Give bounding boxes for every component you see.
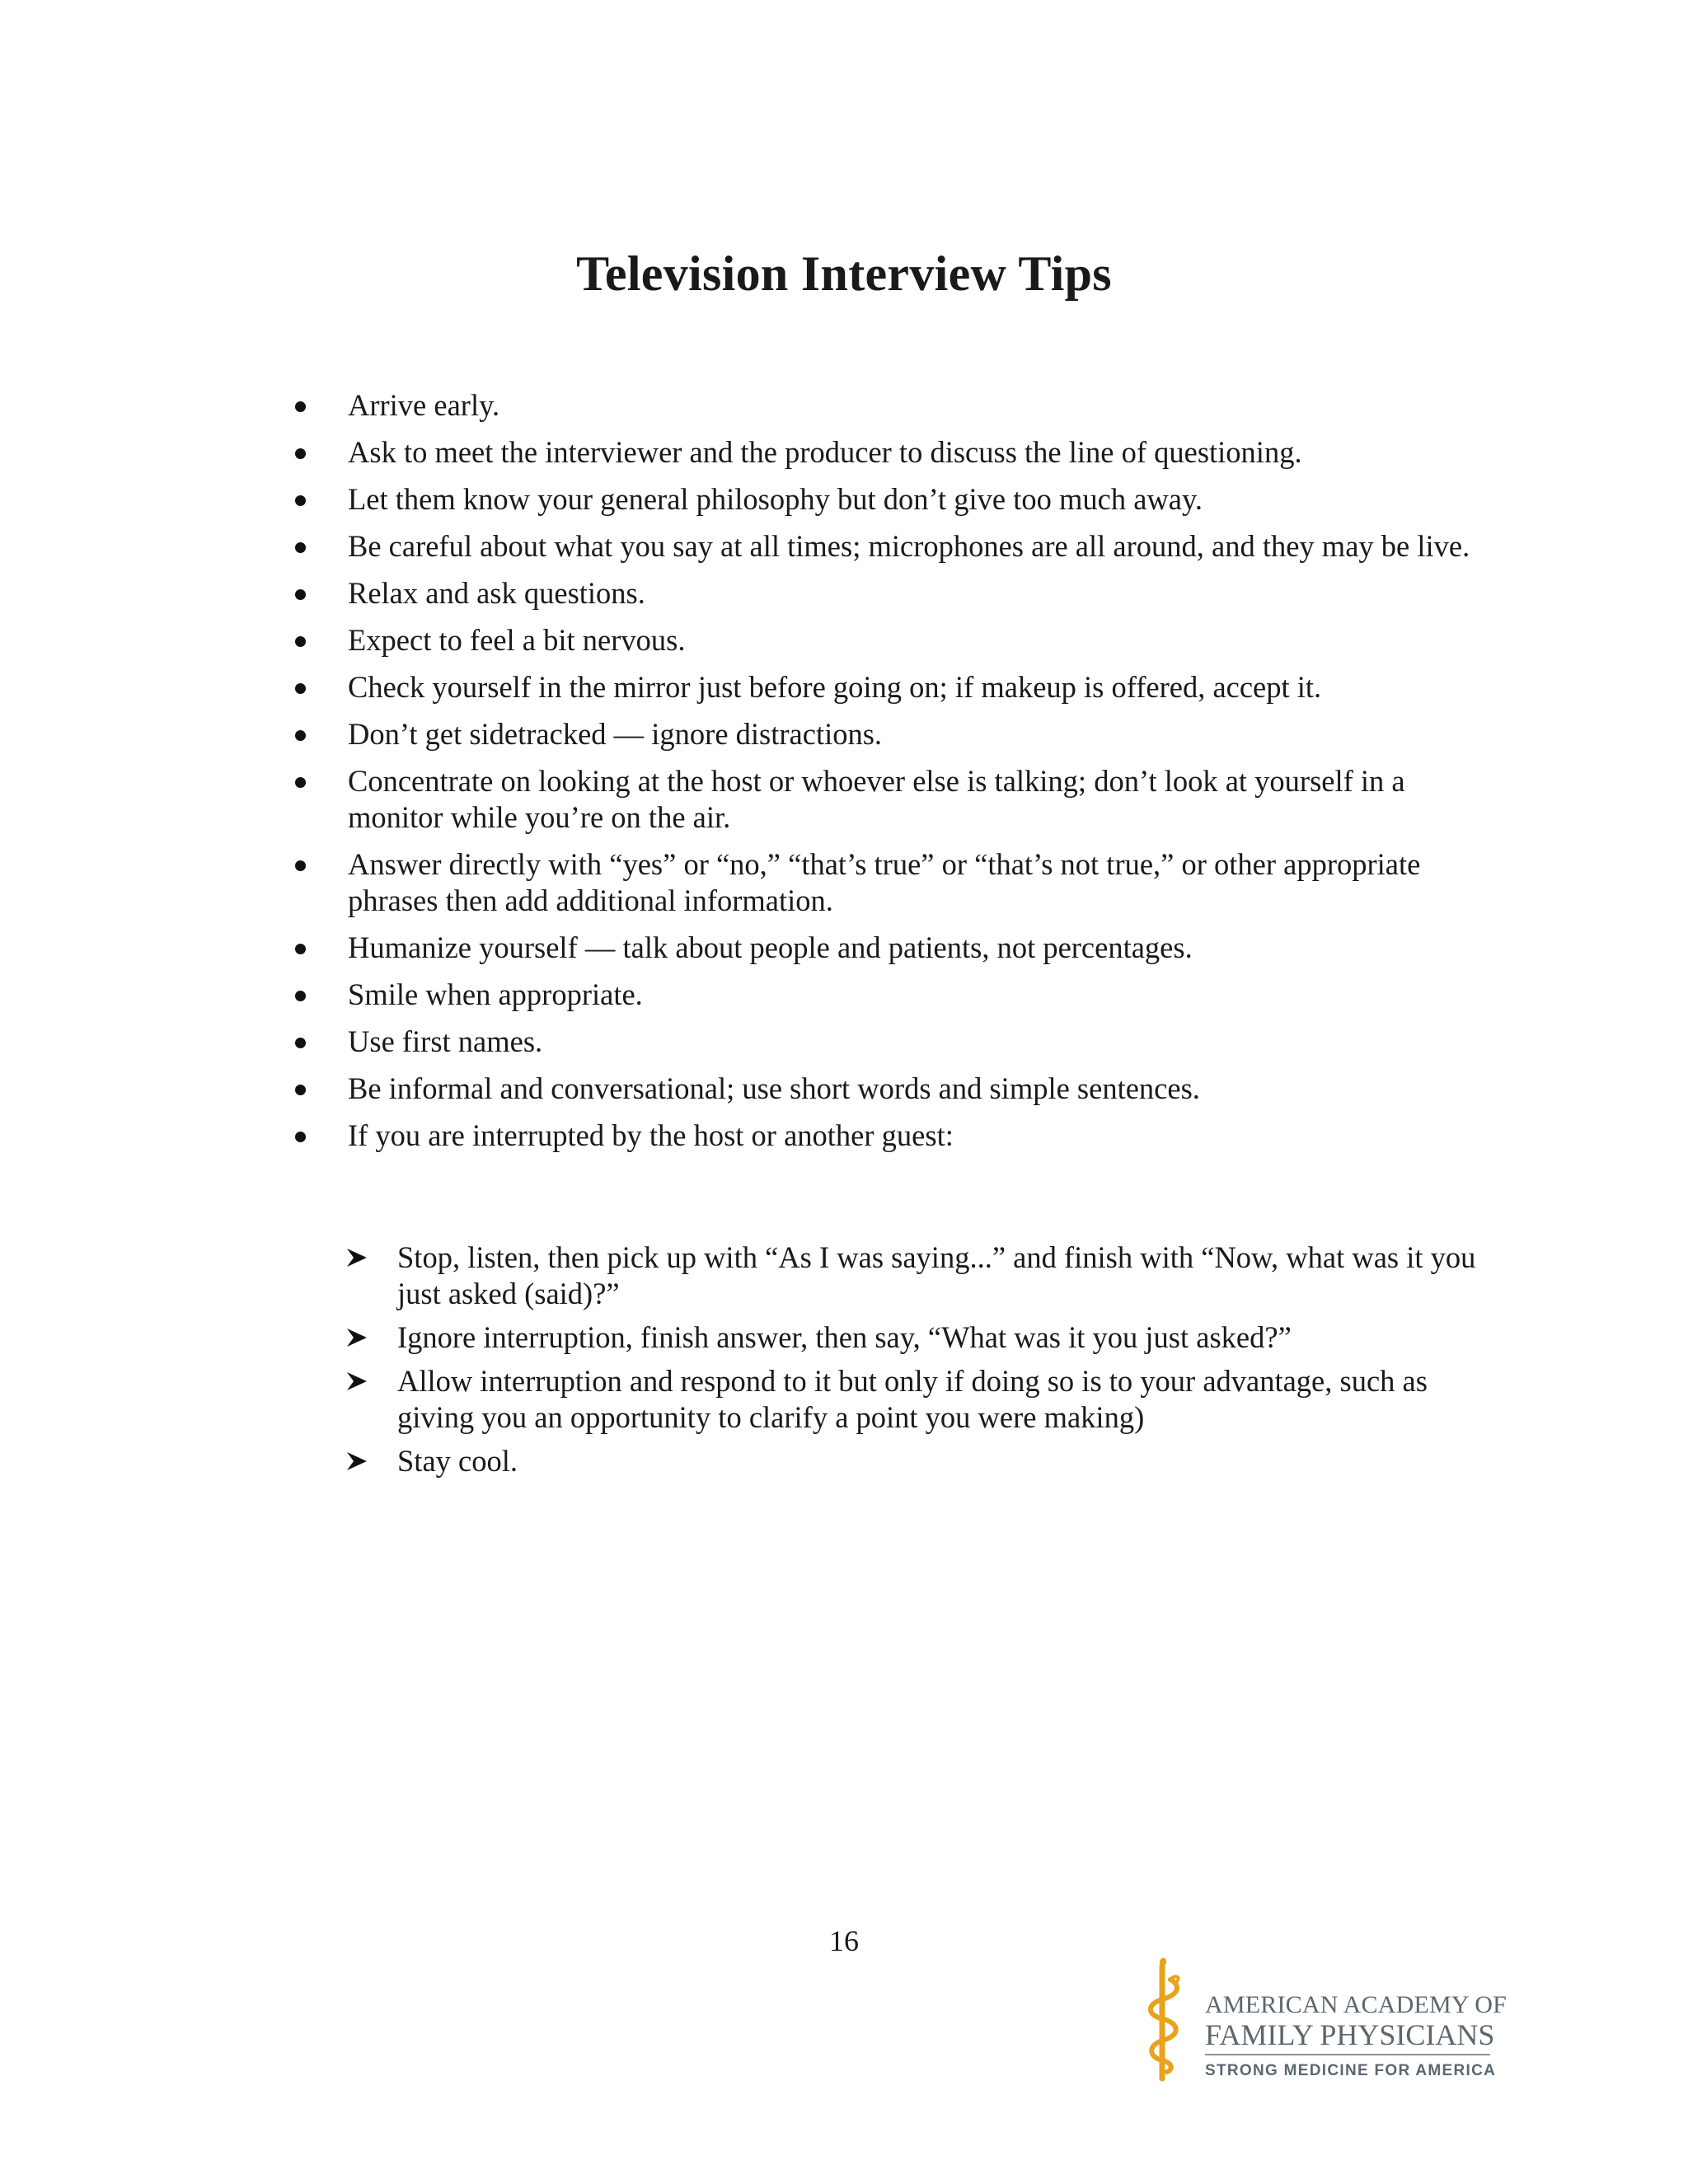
list-item-text: Use first names.: [348, 1024, 543, 1058]
bullet-icon: [295, 589, 306, 600]
list-item-text: Ask to meet the interviewer and the producer to discuss the line of questioning.: [348, 435, 1302, 469]
list-item-text: Concentrate on looking at the host or whoever else is talking; don’t look at yourself in a monitor while you’re on the air.: [348, 764, 1405, 834]
arrowhead-bullet-icon: [346, 1451, 368, 1471]
list-item: [290, 846, 1485, 919]
list-item-text: Arrive early.: [348, 388, 500, 422]
page-number: 16: [829, 1924, 859, 1957]
list-item: [290, 1118, 1485, 1154]
list-item: [290, 481, 1485, 518]
list-item-text: Don’t get sidetracked — ignore distractions.: [348, 717, 883, 751]
list-item-text: Answer directly with “yes” or “no,” “that’s true” or “that’s not true,” or other appropriate phrases then add additional information.: [348, 847, 1421, 917]
list-item: [290, 977, 1485, 1013]
list-item-text: If you are interrupted by the host or another guest:: [348, 1118, 954, 1152]
bullet-icon: [295, 1038, 306, 1048]
aafp-logo: [1137, 1955, 1507, 2087]
bullet-icon: [295, 495, 306, 506]
bullet-icon: [295, 944, 306, 954]
list-item: [290, 528, 1485, 565]
sub-list-item: [346, 1240, 1500, 1312]
list-item-text: Smile when appropriate.: [348, 977, 643, 1011]
list-item-text: Check yourself in the mirror just before going on; if makeup is offered, accept it.: [348, 670, 1322, 704]
arrowhead-bullet-icon: [346, 1371, 368, 1391]
list-item: [290, 669, 1485, 705]
list-item-text: Be informal and conversational; use short words and simple sentences.: [348, 1071, 1200, 1105]
list-item-text: Be careful about what you say at all times; microphones are all around, and they may be live.: [348, 529, 1470, 563]
list-item: [290, 575, 1485, 612]
list-item: [290, 716, 1485, 752]
sub-list-item: [346, 1443, 1500, 1479]
bullet-icon: [295, 991, 306, 1001]
list-item: [290, 434, 1485, 471]
list-item: [290, 930, 1485, 966]
bullet-icon: [295, 636, 306, 647]
arrowhead-bullet-icon: [346, 1328, 368, 1347]
bullet-icon: [295, 683, 306, 694]
list-item: [290, 763, 1485, 836]
logo-organization-line2: FAMILY PHYSICIANS: [1205, 2018, 1495, 2051]
page-title: Television Interview Tips: [576, 246, 1112, 301]
logo-organization-line1: AMERICAN ACADEMY OF: [1205, 1991, 1507, 2018]
bullet-icon: [295, 1085, 306, 1095]
logo-tagline: STRONG MEDICINE FOR AMERICA: [1205, 2062, 1497, 2079]
tips-list: [290, 387, 1485, 1165]
list-item: [290, 1024, 1485, 1060]
sub-list-item-text: Stop, listen, then pick up with “As I was saying...” and finish with “Now, what was it you just asked (said)?”: [397, 1240, 1476, 1310]
list-item: [290, 387, 1485, 424]
interruption-tips-list: [346, 1240, 1500, 1487]
arrowhead-bullet-icon: [346, 1248, 368, 1268]
bullet-icon: [295, 401, 306, 412]
bullet-icon: [295, 542, 306, 553]
sub-list-item: [346, 1363, 1500, 1436]
bullet-icon: [295, 1132, 306, 1142]
list-item-text: Relax and ask questions.: [348, 576, 645, 610]
bullet-icon: [295, 448, 306, 459]
bullet-icon: [295, 860, 306, 871]
sub-list-item-text: Ignore interruption, finish answer, then say, “What was it you just asked?”: [397, 1320, 1292, 1354]
sub-list-item-text: Allow interruption and respond to it but only if doing so is to your advantage, such as giving you an opportunity to clarify a point you were making): [397, 1364, 1428, 1434]
bullet-icon: [295, 730, 306, 741]
list-item-text: Expect to feel a bit nervous.: [348, 623, 686, 657]
logo-divider: [1205, 2054, 1490, 2055]
list-item: [290, 1071, 1485, 1107]
sub-list-item-text: Stay cool.: [397, 1444, 518, 1478]
list-item-text: Let them know your general philosophy but don’t give too much away.: [348, 482, 1203, 516]
sub-list-item: [346, 1319, 1500, 1356]
list-item: [290, 622, 1485, 658]
list-item-text: Humanize yourself — talk about people and patients, not percentages.: [348, 930, 1193, 964]
caduceus-icon: [1137, 1955, 1195, 2087]
bullet-icon: [295, 777, 306, 788]
